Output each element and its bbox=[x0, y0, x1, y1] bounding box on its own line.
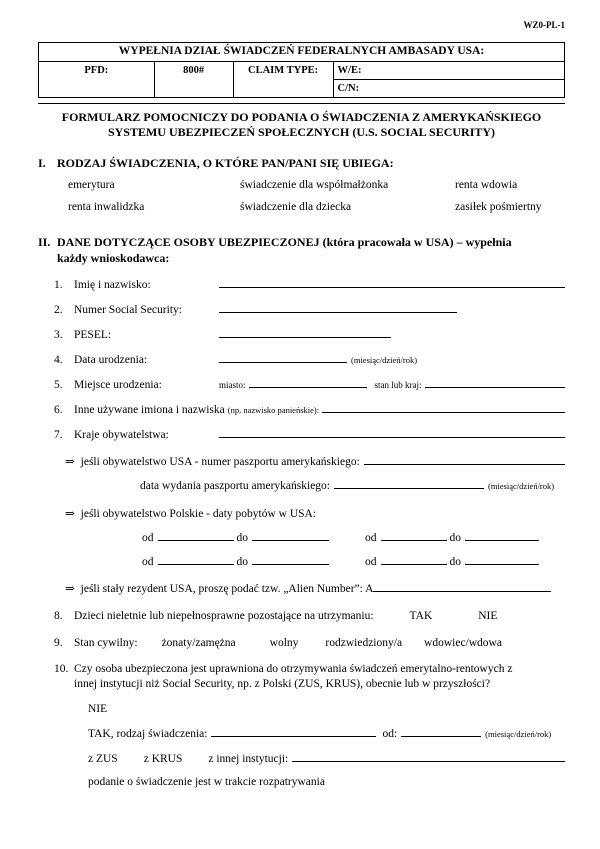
benefit-options-row-2 bbox=[68, 200, 565, 215]
item-1-name bbox=[54, 276, 565, 293]
option-nie[interactable]: NIE bbox=[88, 703, 108, 716]
claim-number-label: 800# bbox=[183, 64, 205, 76]
od-label: od: bbox=[382, 728, 398, 741]
option-swiadczenie-dla-dziecka[interactable]: świadczenie dla dziecka bbox=[240, 201, 352, 214]
item-number: 9. bbox=[54, 636, 63, 649]
passport-issue-date-row bbox=[140, 477, 565, 494]
stay-to-fill-line[interactable] bbox=[465, 553, 539, 565]
date-format-hint: (miesiąc/dzień/rok) bbox=[351, 355, 418, 366]
option-zonaty-zamezna[interactable]: żonaty/zamężna bbox=[161, 636, 236, 649]
pfd-cell[interactable] bbox=[39, 61, 155, 97]
item-10-other-benefits bbox=[54, 662, 565, 692]
item-number: 10. bbox=[54, 663, 69, 676]
section-1-heading bbox=[38, 156, 565, 172]
option-krus[interactable]: z KRUS bbox=[143, 753, 183, 766]
item-10-label-line-2: innej instytucji niż Social Security, np. z Polski (ZUS, KRUS), obecnie lub w przyszłości? bbox=[74, 678, 491, 691]
usa-stay-dates-row-1 bbox=[142, 529, 565, 546]
alien-number-text: jeśli stały rezydent USA, proszę podać tzw. „Alien Number”: A bbox=[80, 582, 374, 595]
item-9-marital-status bbox=[54, 636, 565, 651]
section-1-number: I. bbox=[38, 155, 46, 170]
section-2-title bbox=[57, 235, 565, 266]
option-wdowiec-wdowa[interactable]: wdowiec/wdowa bbox=[424, 636, 502, 649]
item-label: Kraje obywatelstwa: bbox=[74, 429, 169, 442]
option-renta-inwalidzka[interactable]: renta inwalidzka bbox=[68, 201, 145, 214]
item-label: PESEL: bbox=[74, 329, 112, 342]
cn-label: C/N: bbox=[337, 82, 360, 94]
item-5-birth-place bbox=[54, 376, 565, 393]
usa-stay-dates-row-2 bbox=[142, 553, 565, 570]
form-code: WZ0-PL-1 bbox=[523, 20, 565, 30]
arrow-poland-text: jeśli obywatelstwo Polskie - daty pobytów w USA: bbox=[80, 507, 317, 520]
us-passport-number-fill-line[interactable] bbox=[364, 453, 565, 465]
date-format-hint: (miesiąc/dzień/rok) bbox=[488, 480, 555, 491]
item-label: Stan cywilny: bbox=[74, 636, 138, 649]
form-title-line-2: SYSTEMU UBEZPIECZEŃ SPOŁECZNYCH (U.S. SOCIAL SECURITY) bbox=[107, 125, 496, 140]
section-2-heading bbox=[38, 235, 565, 266]
we-label: W/E: bbox=[337, 64, 362, 76]
stay-to-fill-line[interactable] bbox=[252, 553, 329, 565]
item-10-pending-row bbox=[88, 775, 565, 790]
benefit-options-row-1 bbox=[68, 178, 565, 193]
birth-date-fill-line[interactable] bbox=[219, 351, 347, 363]
option-nie[interactable]: NIE bbox=[478, 609, 498, 622]
state-country-label: stan lub kraj: bbox=[374, 380, 422, 391]
item-label: Inne używane imiona i nazwiska bbox=[74, 404, 225, 417]
od-label: od bbox=[142, 555, 154, 568]
option-other-institution[interactable]: z innej instytucji: bbox=[208, 753, 289, 766]
option-rozwiedziony[interactable]: rodzwiedziony/a bbox=[325, 636, 403, 649]
section-2-number: II. bbox=[38, 235, 51, 250]
item-10-option-tak-row bbox=[88, 725, 565, 742]
double-arrow-icon: ⇒ bbox=[65, 507, 75, 520]
od-label: od bbox=[365, 555, 377, 568]
option-swiadczenie-dla-wspolmalzonka[interactable]: świadczenie dla współmałżonka bbox=[240, 179, 389, 192]
item-10-institution-row bbox=[88, 750, 565, 767]
name-fill-line[interactable] bbox=[219, 276, 565, 288]
option-tak-benefit-type-label[interactable]: TAK, rodzaj świadczenia: bbox=[88, 728, 208, 741]
maiden-name-hint: (np. nazwisko panieńskie): bbox=[227, 405, 320, 416]
birth-state-fill-line[interactable] bbox=[425, 376, 566, 388]
we-cell[interactable] bbox=[333, 61, 564, 79]
item-label: Numer Social Security: bbox=[74, 304, 182, 317]
stay-from-fill-line[interactable] bbox=[381, 553, 447, 565]
od-label: od bbox=[365, 531, 377, 544]
stay-from-fill-line[interactable] bbox=[158, 529, 234, 541]
item-number: 7. bbox=[54, 429, 63, 442]
arrow-permanent-resident bbox=[65, 580, 565, 597]
option-zasilek-posmiertny[interactable]: zasiłek pośmiertny bbox=[455, 201, 542, 214]
item-number: 3. bbox=[54, 329, 63, 342]
header-table-title: WYPEŁNIA DZIAŁ ŚWIADCZEŃ FEDERALNYCH AMBASADY USA: bbox=[39, 42, 565, 61]
od-label: od bbox=[142, 531, 154, 544]
ssn-fill-line[interactable] bbox=[219, 301, 457, 313]
arrow-usa-text: jeśli obywatelstwo USA - numer paszportu amerykańskiego: bbox=[80, 455, 360, 468]
birth-city-fill-line[interactable] bbox=[249, 376, 367, 388]
stay-from-fill-line[interactable] bbox=[381, 529, 447, 541]
item-6-other-names bbox=[54, 401, 565, 418]
claim-type-label: CLAIM TYPE: bbox=[248, 64, 319, 76]
item-4-birth-date bbox=[54, 351, 565, 368]
item-label bbox=[74, 662, 565, 692]
arrow-polish-citizenship bbox=[65, 507, 565, 522]
item-number: 6. bbox=[54, 404, 63, 417]
option-renta-wdowia[interactable]: renta wdowia bbox=[455, 179, 518, 192]
option-application-pending[interactable]: podanie o świadczenie jest w trakcie rozpatrywania bbox=[88, 776, 325, 789]
item-10-option-nie-row bbox=[88, 702, 565, 717]
item-number: 4. bbox=[54, 354, 63, 367]
passport-issue-date-label: data wydania paszportu amerykańskiego: bbox=[140, 479, 331, 492]
section-2-title-line-2: każdy wnioskodawca: bbox=[57, 250, 170, 265]
item-8-dependent-children bbox=[54, 609, 565, 624]
double-arrow-icon: ⇒ bbox=[65, 582, 75, 595]
pesel-fill-line[interactable] bbox=[219, 326, 391, 338]
item-10-label-line-1: Czy osoba ubezpieczona jest uprawniona do otrzymywania świadczeń emerytalno-rentowych z bbox=[74, 663, 513, 676]
section-2-title-line-1: DANE DOTYCZĄCE OSOBY UBEZPIECZONEJ (która pracowała w USA) – wypełnia bbox=[57, 235, 512, 250]
item-number: 8. bbox=[54, 609, 63, 622]
option-tak[interactable]: TAK bbox=[409, 609, 433, 622]
cn-cell[interactable] bbox=[333, 79, 564, 97]
pfd-label: PFD: bbox=[84, 64, 109, 76]
embassy-header-table bbox=[38, 42, 565, 98]
item-number: 5. bbox=[54, 379, 63, 392]
benefit-type-fill-line[interactable] bbox=[211, 725, 376, 737]
item-7-citizenship bbox=[54, 426, 565, 443]
item-number: 2. bbox=[54, 304, 63, 317]
option-emerytura[interactable]: emerytura bbox=[68, 179, 115, 192]
form-title bbox=[38, 103, 565, 141]
item-label: Imię i nazwisko: bbox=[74, 279, 151, 292]
stay-from-fill-line[interactable] bbox=[158, 553, 234, 565]
do-label: do bbox=[449, 531, 461, 544]
benefit-start-date-fill-line[interactable] bbox=[401, 725, 481, 737]
option-zus[interactable]: z ZUS bbox=[88, 753, 118, 766]
do-label: do bbox=[236, 555, 248, 568]
do-label: do bbox=[449, 555, 461, 568]
stay-to-fill-line[interactable] bbox=[252, 529, 329, 541]
item-label: Data urodzenia: bbox=[74, 354, 148, 367]
double-arrow-icon: ⇒ bbox=[65, 455, 75, 468]
item-3-pesel bbox=[54, 326, 565, 343]
other-names-fill-line[interactable] bbox=[322, 401, 565, 413]
arrow-usa-citizenship bbox=[65, 453, 565, 470]
item-number: 1. bbox=[54, 279, 63, 292]
do-label: do bbox=[236, 531, 248, 544]
passport-issue-date-fill-line[interactable] bbox=[334, 477, 484, 489]
item-label: Miejsce urodzenia: bbox=[74, 379, 162, 392]
citizenship-fill-line[interactable] bbox=[219, 426, 565, 438]
claim-type-cell[interactable] bbox=[233, 61, 333, 97]
alien-number-fill-line[interactable] bbox=[373, 580, 551, 592]
item-2-ssn bbox=[54, 301, 565, 318]
stay-to-fill-line[interactable] bbox=[465, 529, 539, 541]
section-1-title: RODZAJ ŚWIADCZENIA, O KTÓRE PAN/PANI SIĘ UBIEGA: bbox=[57, 155, 394, 170]
form-title-line-1: FORMULARZ POMOCNICZY DO PODANIA O ŚWIADCZENIA Z AMERYKAŃSKIEGO bbox=[61, 109, 542, 124]
item-label: Dzieci nieletnie lub niepełnosprawne pozostające na utrzymaniu: bbox=[74, 609, 374, 622]
city-label: miasto: bbox=[219, 380, 246, 391]
claim-number-cell[interactable] bbox=[154, 61, 233, 97]
other-institution-fill-line[interactable] bbox=[292, 750, 565, 762]
option-wolny[interactable]: wolny bbox=[269, 636, 299, 649]
date-format-hint: (miesiąc/dzień/rok) bbox=[485, 729, 552, 740]
